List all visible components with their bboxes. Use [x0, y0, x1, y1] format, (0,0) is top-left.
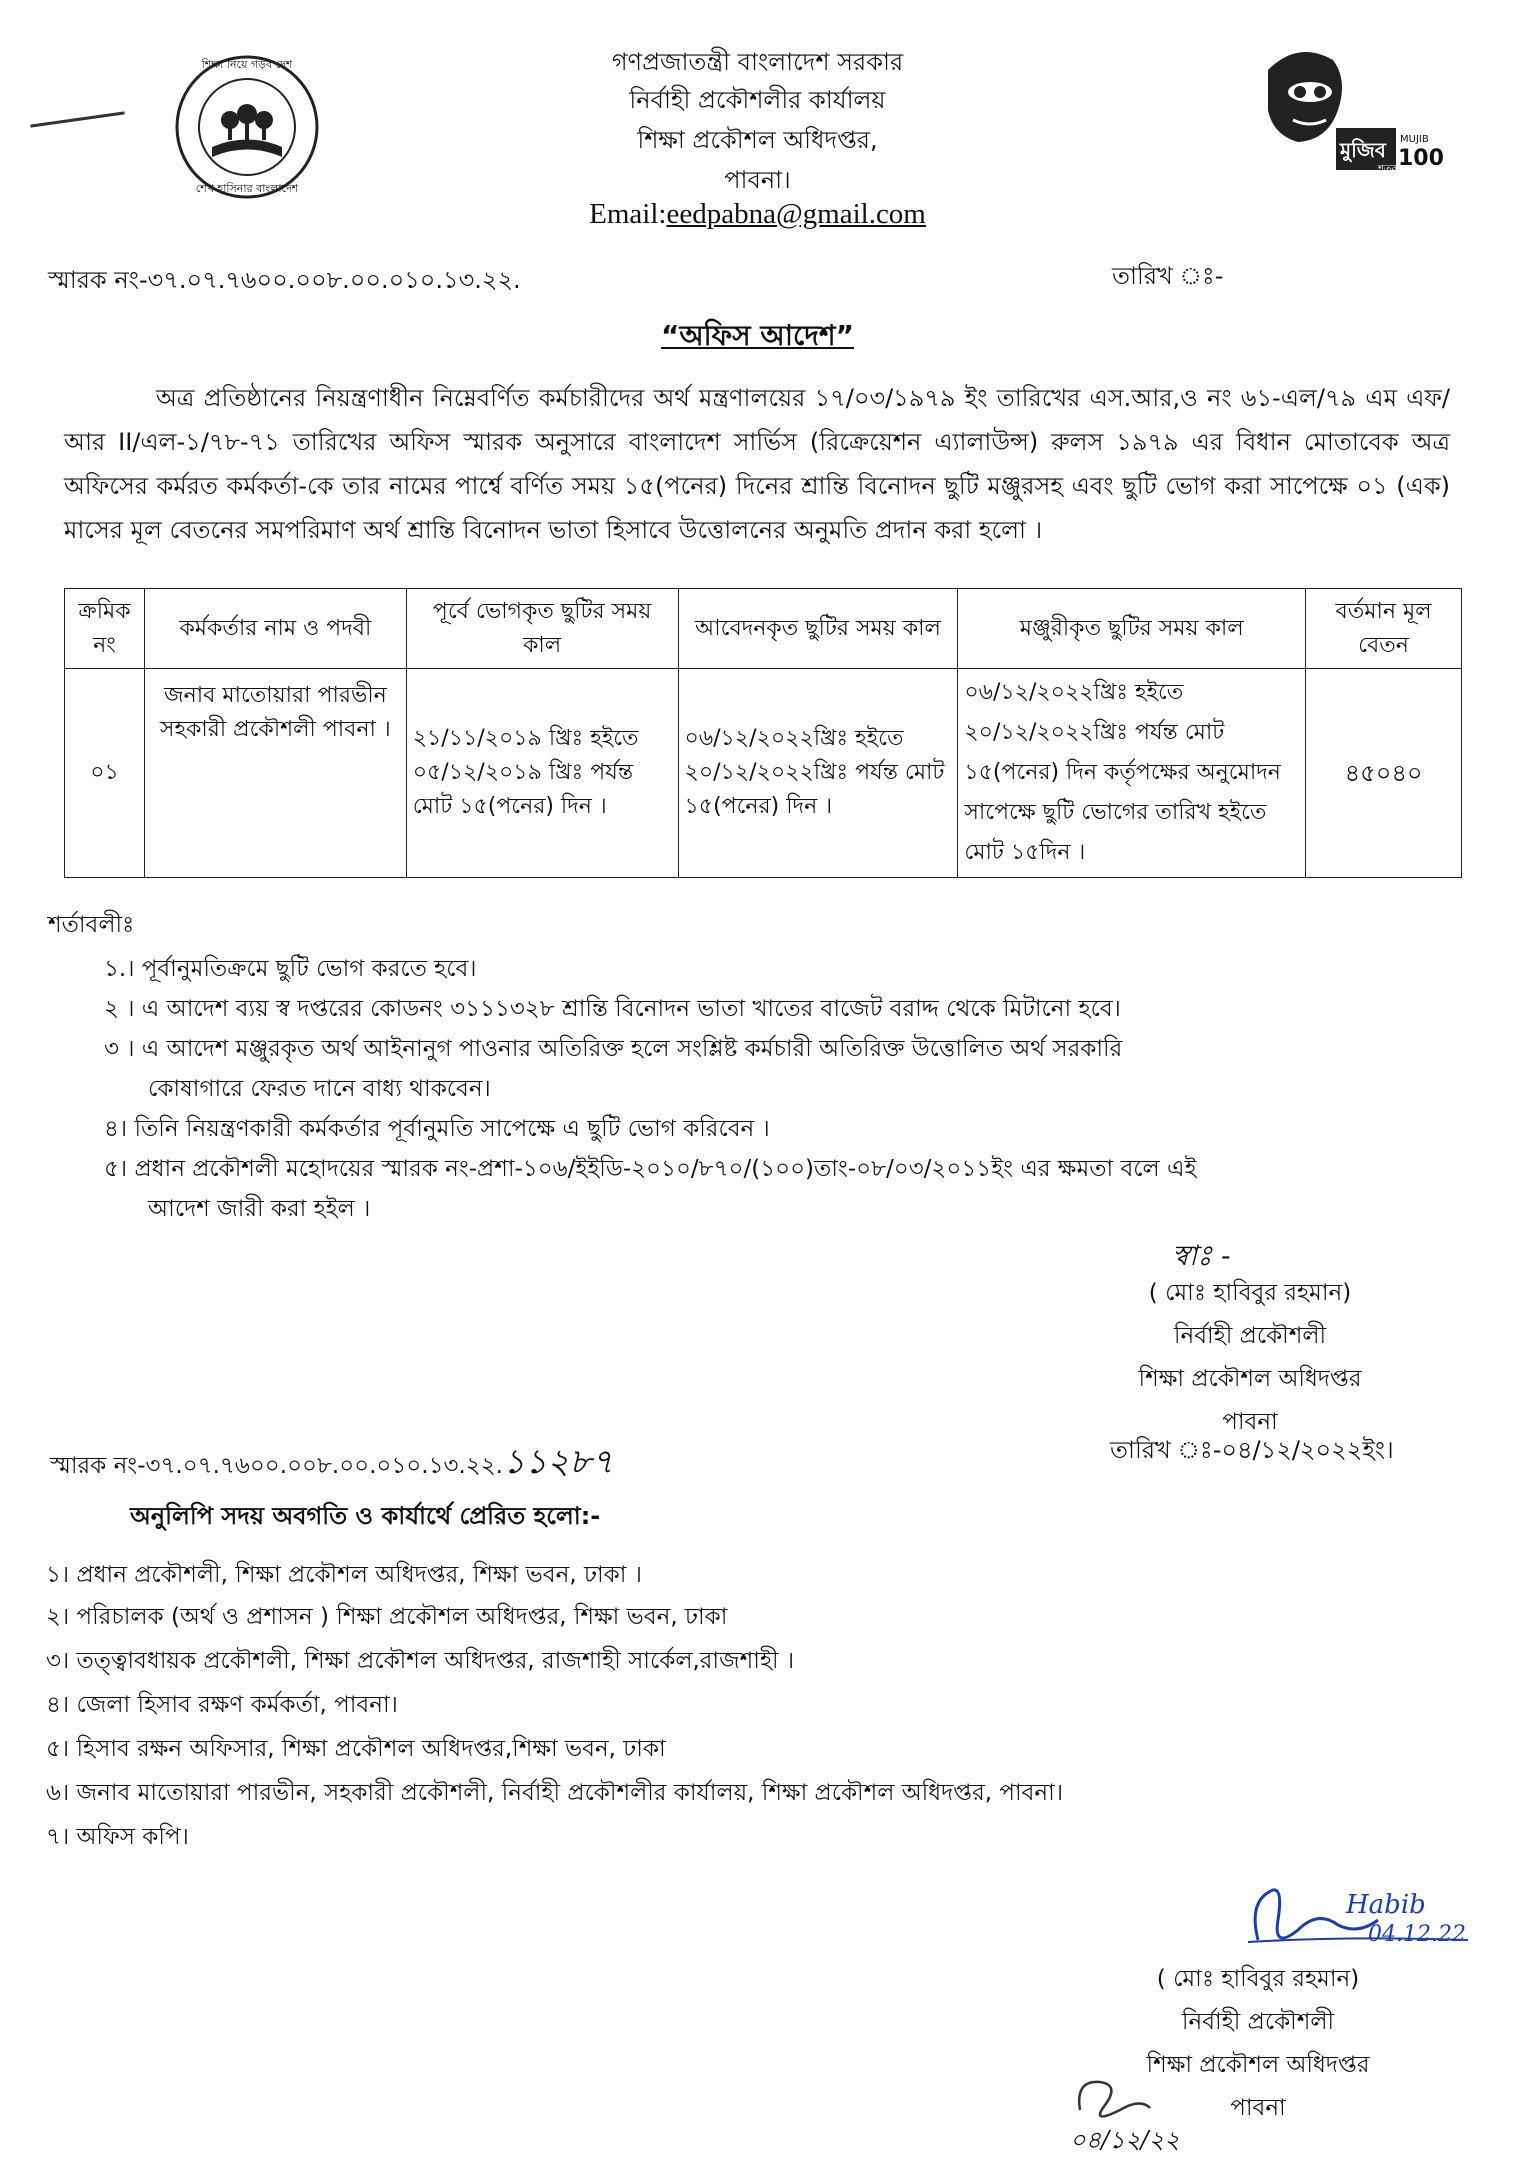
email-address[interactable]: eedpabna@gmail.com — [666, 198, 926, 230]
initial-signature — [1060, 2070, 1210, 2160]
signatory-place: পাবনা — [1230, 2095, 1286, 2121]
condition-item: ২ । এ আদেশ ব্যয় স্ব দপ্তরের কোডনং ৩১১১৩২৮ শ্রান্তি বিনোদন ভাতা খাতের বাজেট বরাদ্দ থেকে মিটানো হবে। — [104, 996, 1121, 1022]
initial-date: ০৪/১২/২২ — [1070, 2126, 1180, 2154]
order-title: “অফিস আদেশ” — [661, 319, 854, 352]
copy-item: ৭। অফিস কপি। — [46, 1824, 189, 1850]
office-location: পাবনা। — [724, 166, 791, 194]
department-name: শিক্ষা প্রকৌশল অধিদপ্তর, — [637, 126, 878, 154]
cell-approved-leave: ০৬/১২/২০২২খ্রিঃ হইতে ২০/১২/২০২২খ্রিঃ পর্যন্ত মোট ১৫(পনের) দিন কর্তৃপক্ষের অনুমোদন সাপেক্ষে ছুটি ভোগের তারিখ হইতে মোট ১৫দিন । — [958, 669, 1306, 878]
signatory-designation: নির্বাহী প্রকৌশলী — [1181, 2009, 1335, 2035]
condition-item: ৫। প্রধান প্রকৌশলী মহোদয়ের স্মারক নং-প্রশা-১০৬/ইইডি-২০১০/৮৭০/(১০০)তাং-০৮/০৩/২০১১ইং এর ক্ষমতা বলে এই — [104, 1156, 1197, 1182]
email-line — [0, 198, 1515, 231]
cell-officer: জনাব মাতোয়ারা পারভীন সহকারী প্রকৌশলী পাবনা । — [144, 669, 406, 878]
signed-mark: স্বাঃ - — [1172, 1239, 1231, 1272]
table-header-row — [65, 589, 1462, 669]
copy-heading: অনুলিপি সদয় অবগতি ও কার্যার্থে প্রেরিত হলো:- — [130, 1502, 601, 1530]
gov-name: গণপ্রজাতন্ত্রী বাংলাদেশ সরকার — [611, 48, 904, 76]
copy-item: ৬। জনাব মাতোয়ারা পারভীন, সহকারী প্রকৌশলী, নির্বাহী প্রকৌশলীর কার্যালয়, শিক্ষা প্রকৌশল অধিদপ্তর, পাবনা। — [46, 1780, 1064, 1806]
cell-serial: ০১ — [65, 669, 145, 878]
memo-ref-top: স্মারক নং-৩৭.০৭.৭৬০০.০০৮.০০.০১০.১৩.২২. — [48, 266, 521, 294]
mujib-text: মুজিব — [1340, 138, 1386, 162]
mujib-100-number: 100 — [1398, 146, 1444, 171]
logo-text-bottom: শেখ হাসিনার বাংলাদেশ — [195, 182, 299, 195]
mujib-text-shatabarsha: শতবর্ষ — [1378, 164, 1403, 175]
col-approved-leave: মঞ্জুরীকৃত ছুটির সময় কাল — [958, 589, 1306, 669]
order-body: অত্র প্রতিষ্ঠানের নিয়ন্ত্রণাধীন নিম্নেবর্ণিত কর্মচারীদের অর্থ মন্ত্রণালয়ের ১৭/০৩/১৯৭৯ ইং তারিখের এস.আর,ও নং ৬১-এল/৭৯ এম এফ/আর II/এল-১/৭৮-৭১ তারিখের অফিস স্মারক অনুসারে বাংলাদেশ সার্ভিস (রিক্রেয়েশন এ্যালাউন্স) রুলস ১৯৭৯ এর বিধান মোতাবেক অত্র অফিসের কর্মরত কর্মকর্তা-কে তার নামের পার্শ্বে বর্ণিত সময় ১৫(পনের) দিনের শ্রান্তি বিনোদন ছুটি মঞ্জুরসহ এবং ছুটি ভোগ করা সাপেক্ষে ০১ (এক) মাসের মূল বেতনের সমপরিমাণ অর্থ শ্রান্তি বিনোদন ভাতা হিসাবে উত্তোলনের অনুমতি প্রদান করা হলো । — [64, 384, 1450, 544]
copy-item: ৩। তত্ত্বাবধায়ক প্রকৌশলী, শিক্ষা প্রকৌশল অধিদপ্তর, রাজশাহী সার্কেল,রাজশাহী । — [46, 1648, 795, 1674]
signatory-name: ( মোঃ হাবিবুর রহমান) — [1148, 1280, 1352, 1306]
col-basic-salary: বর্তমান মূল বেতন — [1306, 589, 1462, 669]
signature-block-1 — [1080, 1272, 1420, 1444]
col-officer: কর্মকর্তার নাম ও পদবী — [144, 589, 406, 669]
memo-ref-handwritten-number: ১১২৮৭ — [503, 1442, 614, 1482]
logo-text-top: শিক্ষা নিয়ে গড়ব দেশ — [201, 58, 293, 71]
col-serial: ক্রমিক নং — [65, 589, 145, 669]
cell-basic-salary: ৪৫০৪০ — [1306, 669, 1462, 878]
condition-item: ৪। তিনি নিয়ন্ত্রণকারী কর্মকর্তার পূর্বানুমতি সাপেক্ষে এ ছুটি ভোগ করিবেন । — [104, 1116, 770, 1142]
condition-item-cont: আদেশ জারী করা হইল । — [148, 1196, 371, 1222]
condition-item: ১.। পূর্বানুমতিক্রমে ছুটি ভোগ করতে হবে। — [104, 956, 477, 982]
conditions-heading: শর্তাবলীঃ — [48, 912, 135, 938]
mujib-text-en: MUJIB — [1400, 134, 1429, 145]
col-applied-leave: আবেদনকৃত ছুটির সময় কাল — [678, 589, 958, 669]
signatory-name: ( মোঃ হাবিবুর রহমান) — [1156, 1966, 1360, 1992]
cell-previous-leave: ২১/১১/২০১৯ খ্রিঃ হইতে ০৫/১২/২০১৯ খ্রিঃ পর্যন্ত মোট ১৫(পনের) দিন । — [406, 669, 678, 878]
signatory-office: শিক্ষা প্রকৌশল অধিদপ্তর — [1146, 2052, 1370, 2078]
signatory-designation: নির্বাহী প্রকৌশলী — [1173, 1323, 1327, 1349]
copy-item: ২। পরিচালক (অর্থ ও প্রশাসন ) শিক্ষা প্রকৌশল অধিদপ্তর, শিক্ষা ভবন, ঢাকা — [46, 1604, 728, 1630]
email-label: Email: — [589, 198, 667, 230]
signature-handwritten-name: Habib — [1346, 1890, 1426, 1920]
copy-item: ৪। জেলা হিসাব রক্ষণ কর্মকর্তা, পাবনা। — [46, 1692, 398, 1718]
condition-item: ৩ । এ আদেশ মঞ্জুরকৃত অর্থ আইনানুগ পাওনার অতিরিক্ত হলে সংশ্লিষ্ট কর্মচারী অতিরিক্ত উত্তোলিত অর্থ সরকারি — [104, 1036, 1123, 1062]
copy-item: ১। প্রধান প্রকৌশলী, শিক্ষা প্রকৌশল অধিদপ্তর, শিক্ষা ভবন, ঢাকা । — [46, 1562, 642, 1588]
copy-item: ৫। হিসাব রক্ষন অফিসার, শিক্ষা প্রকৌশল অধিদপ্তর,শিক্ষা ভবন, ঢাকা — [46, 1736, 666, 1762]
signatory-office: শিক্ষা প্রকৌশল অধিদপ্তর — [1138, 1366, 1362, 1392]
memo-ref-bottom — [50, 1436, 613, 1493]
cell-applied-leave: ০৬/১২/২০২২খ্রিঃ হইতে ২০/১২/২০২২খ্রিঃ পর্যন্ত মোট ১৫(পনের) দিন । — [678, 669, 958, 878]
memo-date-top: তারিখ ঃ- — [1112, 262, 1224, 290]
condition-item-cont: কোষাগারে ফেরত দানে বাধ্য থাকবেন। — [148, 1076, 491, 1102]
handwritten-signature — [1228, 1880, 1488, 1960]
office-name: নির্বাহী প্রকৌশলীর কার্যালয় — [629, 86, 886, 114]
memo-ref-bottom-text: স্মারক নং-৩৭.০৭.৭৬০০.০০৮.০০.০১০.১৩.২২. — [50, 1453, 503, 1479]
leave-table — [64, 588, 1462, 878]
col-previous-leave: পূর্বে ভোগকৃত ছুটির সময় কাল — [406, 589, 678, 669]
signatory-place: পাবনা — [1222, 1409, 1278, 1435]
memo-date-bottom: তারিখ ঃ-০৪/১২/২০২২ইং। — [1110, 1436, 1394, 1464]
table-row — [65, 669, 1462, 878]
signature-handwritten-date: 04.12.22 — [1368, 1922, 1466, 1947]
